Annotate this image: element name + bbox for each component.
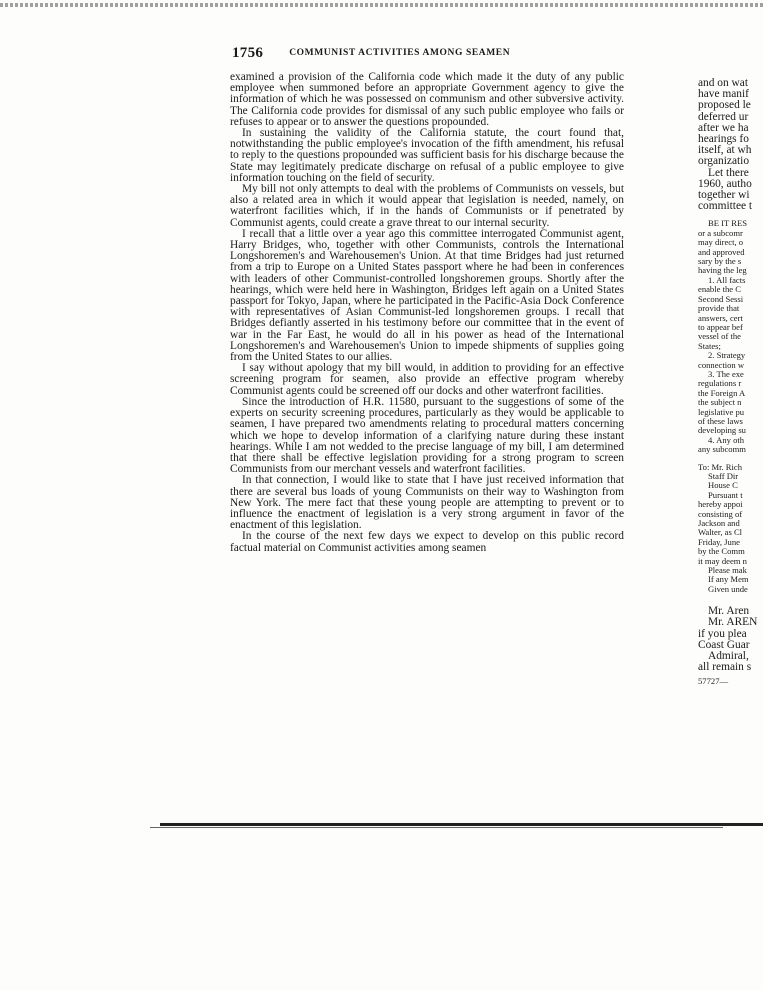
right-column-line: having the leg (698, 265, 747, 276)
resolution-text (698, 219, 763, 454)
right-column-line: to appear bef (698, 321, 743, 332)
right-column-line: answers, cert (698, 312, 743, 323)
right-column-line: and approved (698, 246, 745, 257)
right-column-line: the subject n (698, 397, 742, 408)
right-column-line: connection w (698, 359, 745, 370)
right-column-line: Please mak (708, 565, 747, 576)
right-column-line: may direct, o (698, 237, 744, 248)
right-column-line: legislative pu (698, 406, 745, 417)
right-column-line: Coast Guar (698, 638, 750, 651)
right-column-bottom-text (698, 606, 763, 673)
right-column-line: Jackson and (698, 518, 740, 529)
right-column-line: organizatio (698, 155, 750, 168)
right-column-line: To: Mr. Rich (698, 461, 743, 472)
right-column-line: committee t (698, 200, 753, 213)
right-column-line: deferred ur (698, 110, 749, 123)
right-column-line: have manif (698, 88, 749, 101)
right-column-line: consisting of (698, 508, 743, 519)
right-column-line: 2. Strategy (708, 350, 746, 361)
right-column-line: if you plea (698, 627, 747, 640)
right-column-line: BE IT RES (708, 218, 747, 229)
right-column-line: 1960, autho (698, 177, 752, 190)
right-column-line: the Foreign A (698, 387, 746, 398)
right-column-top-text (698, 78, 763, 212)
right-column-line: of these laws (698, 415, 743, 426)
right-column-line: together wi (698, 189, 750, 202)
right-column-line: vessel of the (698, 331, 741, 342)
paragraph: Since the introduction of H.R. 11580, pursuant to the suggestions of some of the experts on security screening procedures, particularly as they would be applicable to seamen, I have prepared two amendments relating to procedural matters concerning which we hope to develop information of a clarifying nature during these instant hearings. While I am not wedded to the precise language of my bill, I am determined that there shall be effective legislation providing for a strong program to screen Communists from our merchant vessels and waterfront facilities. (230, 395, 624, 476)
paragraph: I recall that a little over a year ago this committee interrogated Communist agent, Harry Bridges, who, together with other Communists, controls the International Longshoremen's and Warehousemen's Union. At that time Bridges had just returned from a trip to Europe on a United States passport where he had been in conferences with leaders of other Communist-controlled longshoremen groups. Shortly after the hearings, which were held here in Washington, Bridges left again on a United States passport for Tokyo, Japan, where he participated in the Pacific-Asia Dock Conference with representatives of Asian Communist-led longshoremen groups. I recall that Bridges defiantly asserted in his testimony before our committee that in the event of war in the Far East, he would do all in his power as head of the International Longshoremen's and Warehousemen's Union to impede shipments of supplies going from the United States to our allies. (230, 227, 624, 364)
top-rule (0, 3, 763, 7)
right-column-line: hearings fo (698, 133, 749, 146)
footer-code: 57727— (698, 675, 729, 686)
right-column-line: Admiral, (708, 650, 749, 663)
right-column-line: provide that (698, 303, 740, 314)
right-column-line: Mr. Aren (708, 605, 750, 618)
right-column-line: Let there (708, 166, 749, 179)
right-column-line: Friday, June (698, 536, 740, 547)
appointment-text (698, 491, 763, 594)
right-column-line: Mr. AREN (708, 616, 758, 629)
bottom-rule (150, 822, 763, 829)
right-column-line: Walter, as Cl (698, 527, 743, 538)
paragraph: In the course of the next few days we expect to develop on this public record factual material on Communist activities among seamen (230, 530, 624, 554)
right-column-line: 4. Any oth (708, 434, 745, 445)
paragraph: In that connection, I would like to state that I have just received information that there are several bus loads of young Communists on their way to Washington from New York. The mere fact that these young people are attempting to prevent or to influence the enactment of legislation is a very strong argument in favor of the enactment of this legislation. (230, 474, 624, 532)
paragraph: My bill not only attempts to deal with the problems of Communists on vessels, but also a related area in which it would appear that legislation is needed, namely, on waterfront facilities which, if in the hands of Communists or if penetrated by Communist agents, could create a grave threat to our internal security. (230, 183, 624, 229)
right-column-line: it may deem n (698, 555, 747, 566)
memo-address (698, 463, 763, 491)
page-number: 1756 (232, 45, 264, 61)
right-column-line: itself, at wh (698, 144, 752, 157)
right-column-line: and on wat (698, 77, 748, 89)
right-column-line: If any Mem (708, 574, 749, 585)
right-column-line: hereby appoi (698, 499, 743, 510)
right-column-line: Second Sessi (698, 293, 744, 304)
right-column-line: or a subcomr (698, 227, 743, 238)
right-column-line: after we ha (698, 121, 749, 134)
right-column-line: developing su (698, 425, 746, 436)
right-column-line: States; (698, 340, 721, 351)
right-column-line: Staff Dir (708, 471, 739, 481)
right-column-line: 3. The exe (708, 368, 744, 379)
right-column-line: Given unde (708, 583, 748, 594)
paragraph: I say without apology that my bill would, in addition to providing for an effective screening program for seamen, also provide an effective program whereby Communist agents could be screened off our docks and other waterfront facilities. (230, 362, 624, 397)
paragraph: In sustaining the validity of the California statute, the court found that, notwithstanding the public employee's invocation of the fifth amendment, his refusal to reply to the questions propounded was sufficient basis for his discharge because the State may legitimately predicate discharge on refusal of a public employee to give information touching on the field of security. (230, 127, 624, 184)
right-column-line: House C (708, 480, 738, 491)
right-column-line: Pursuant t (708, 489, 743, 500)
right-column-line: enable the C (698, 284, 741, 295)
paragraph: examined a provision of the California code which made it the duty of any public employee when summoned before an appropriate Government agency to give the information of which he was possessed on communism and other subversive activity. The California code provides for dismissal of any such public employee who fails or refuses to appear or to answer the questions propounded. (230, 71, 624, 128)
running-title: COMMUNIST ACTIVITIES AMONG SEAMEN (289, 48, 511, 58)
right-column-line: regulations r (698, 378, 742, 389)
right-column-line: any subcomm (698, 444, 746, 455)
main-text-column (230, 72, 624, 554)
right-text-column-cropped (698, 78, 763, 686)
right-column-line: 1. All facts (708, 274, 746, 285)
right-column-line: all remain s (698, 661, 752, 674)
right-column-line: proposed le (698, 99, 751, 112)
page-header (232, 44, 510, 62)
right-column-line: sary by the s (698, 256, 742, 267)
right-column-line: by the Comm (698, 546, 745, 557)
